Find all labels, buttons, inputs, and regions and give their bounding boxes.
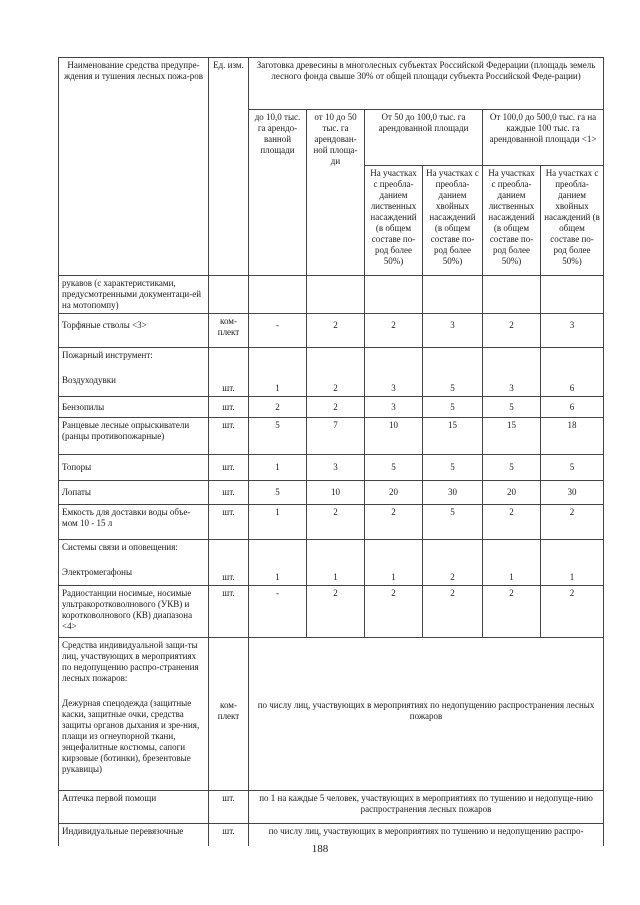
row-shovels-v2: 10: [307, 481, 365, 505]
row-blowers-unit: шт.: [209, 348, 249, 397]
row-hoses-v1: [249, 276, 307, 314]
row-shovels-unit: шт.: [209, 481, 249, 505]
row-axes-unit: шт.: [209, 455, 249, 481]
row-blowers-v1: 1: [249, 348, 307, 397]
row-ppe-name: [59, 638, 209, 791]
row-sprayers-v3: 10: [365, 418, 423, 455]
section-ppe-intro: Средства индивидуальной защи-ты лиц, участвующих в мероприятиях по недопущению распро-странения лесных пожаров:: [62, 640, 199, 683]
section-fire-tools-title: Пожарный инструмент:: [62, 350, 153, 360]
row-shovels-v3: 20: [365, 481, 423, 505]
row-axes-name: Топоры: [59, 455, 209, 481]
row-axes-v2: 3: [307, 455, 365, 481]
row-axes-v6: 5: [541, 455, 604, 481]
row-radios-v5: 2: [483, 586, 541, 638]
row-dressing-note: по числу лиц, участвующих в мероприятиях по тушению и недопущению распро-: [249, 824, 604, 846]
row-radios-v6: 2: [541, 586, 604, 638]
row-blowers-v6: 6: [541, 348, 604, 397]
row-megaphones-v2: 1: [307, 540, 365, 586]
header-unit-column: Ед. изм.: [209, 58, 249, 276]
row-shovels-v6: 30: [541, 481, 604, 505]
row-axes-v5: 5: [483, 455, 541, 481]
row-hoses-v6: [541, 276, 604, 314]
row-radios-v1: -: [249, 586, 307, 638]
row-first-aid-unit: шт.: [209, 791, 249, 824]
row-water-tanks-v4: 5: [423, 505, 483, 540]
row-sprayers-v1: 5: [249, 418, 307, 455]
row-radios-v2: 2: [307, 586, 365, 638]
row-shovels-v1: 5: [249, 481, 307, 505]
row-peat-nozzles-v3: 2: [365, 314, 423, 348]
row-hoses-v5: [483, 276, 541, 314]
row-megaphones-v3: 1: [365, 540, 423, 586]
section-comms-title: Системы связи и оповещения:: [62, 542, 178, 552]
row-chainsaws-v6: 6: [541, 397, 604, 418]
row-sprayers-unit: шт.: [209, 418, 249, 455]
header-name-column: Наименование средства предупре-ждения и тушения лесных пожа-ров: [59, 58, 209, 276]
row-megaphones-v6: 1: [541, 540, 604, 586]
row-sprayers-v2: 7: [307, 418, 365, 455]
row-water-tanks-v5: 2: [483, 505, 541, 540]
header-sub-10-to-50: от 10 до 50 тыс. га арендован-ной площа-ди: [307, 110, 365, 276]
row-megaphones-v1: 1: [249, 540, 307, 586]
row-sprayers-v4: 15: [423, 418, 483, 455]
equipment-norms-table: [58, 57, 604, 846]
row-chainsaws-v3: 3: [365, 397, 423, 418]
row-chainsaws-unit: шт.: [209, 397, 249, 418]
row-blowers-v5: 3: [483, 348, 541, 397]
page-number: 188: [311, 843, 329, 855]
row-peat-nozzles-v2: 2: [307, 314, 365, 348]
row-chainsaws-v2: 2: [307, 397, 365, 418]
row-megaphones-v5: 1: [483, 540, 541, 586]
row-radios-unit: шт.: [209, 586, 249, 638]
header-leaf-coniferous-50-100: На участках с преобла-данием хвойных насаждений (в общем составе по-род более 50%): [423, 166, 483, 276]
row-sprayers-v5: 15: [483, 418, 541, 455]
row-radios-v4: 2: [423, 586, 483, 638]
row-hoses-unit: [209, 276, 249, 314]
row-peat-nozzles-v6: 3: [541, 314, 604, 348]
row-dressing-unit: шт.: [209, 824, 249, 846]
row-hoses-v3: [365, 276, 423, 314]
row-peat-nozzles-v1: -: [249, 314, 307, 348]
row-hoses-v4: [423, 276, 483, 314]
row-blowers-v2: 2: [307, 348, 365, 397]
row-chainsaws-v5: 5: [483, 397, 541, 418]
row-chainsaws-v1: 2: [249, 397, 307, 418]
row-peat-nozzles-unit: ком-плект: [209, 314, 249, 348]
row-blowers-v3: 3: [365, 348, 423, 397]
header-leaf-coniferous-100-500: На участках с преобла-данием хвойных насаждений (в общем составе по-род более 50%): [541, 166, 604, 276]
row-ppe-unit: ком-плект: [209, 638, 249, 791]
header-group-title: Заготовка древесины в многолесных субъектах Российской Федерации (площадь земель лесного фонда свыше 30% от общей площади субъекта Российской Феде-рации): [249, 58, 604, 110]
row-water-tanks-v1: 1: [249, 505, 307, 540]
row-radios-name: Радиостанции носимые, носимые ультракоротковолнового (УКВ) и коротковолнового (КВ) диапазона <4>: [59, 586, 209, 638]
row-blowers-v4: 5: [423, 348, 483, 397]
row-peat-nozzles-v5: 2: [483, 314, 541, 348]
row-dressing-name: Индивидуальные перевязочные: [59, 824, 209, 846]
row-megaphones-label: Электромегафоны: [62, 566, 133, 577]
row-axes-v4: 5: [423, 455, 483, 481]
row-first-aid-name: Аптечка первой помощи: [59, 791, 209, 824]
row-water-tanks-v3: 2: [365, 505, 423, 540]
row-blowers-name: [59, 348, 209, 397]
row-shovels-name: Лопаты: [59, 481, 209, 505]
row-ppe-label: Дежурная спецодежда (защитные каски, защитные очки, средства защиты органов дыхания и зре-ния, плащи из огнеупорной ткани, энцефалитные костюмы, сапоги кирзовые (ботинки), брезентовые рукавицы): [62, 697, 200, 774]
row-water-tanks-v2: 2: [307, 505, 365, 540]
row-first-aid-note: по 1 на каждые 5 человек, участвующих в мероприятиях по тушению и недопуще-нию распространения лесных пожаров: [249, 791, 604, 824]
row-sprayers-v6: 18: [541, 418, 604, 455]
row-shovels-v4: 30: [423, 481, 483, 505]
header-sub-up-to-10: до 10,0 тыс. га арендо-ванной площади: [249, 110, 307, 276]
header-leaf-deciduous-100-500: На участках с преобла-данием лиственных насаждений (в общем составе по-род более 50%): [483, 166, 541, 276]
row-chainsaws-name: Бензопилы: [59, 397, 209, 418]
row-blowers-label: Воздуходувки: [62, 374, 116, 385]
row-axes-v3: 5: [365, 455, 423, 481]
header-leaf-deciduous-50-100: На участках с преобла-данием лиственных насаждений (в общем составе по-род более 50%): [365, 166, 423, 276]
row-shovels-v5: 20: [483, 481, 541, 505]
row-megaphones-name: [59, 540, 209, 586]
row-water-tanks-name: Емкость для доставки воды объе-мом 10 - 15 л: [59, 505, 209, 540]
row-peat-nozzles-v4: 3: [423, 314, 483, 348]
row-hoses-v2: [307, 276, 365, 314]
row-ppe-note: по числу лиц, участвующих в мероприятиях по недопущению распространения лесных пожаров: [249, 638, 604, 791]
row-chainsaws-v4: 5: [423, 397, 483, 418]
row-sprayers-name: Ранцевые лесные опрыскиватели (ранцы противопожарные): [59, 418, 209, 455]
row-axes-v1: 1: [249, 455, 307, 481]
row-hoses-name: рукавов (с характеристиками, предусмотренными документаци-ей на мотопомпу): [59, 276, 209, 314]
row-megaphones-v4: 2: [423, 540, 483, 586]
row-water-tanks-v6: 2: [541, 505, 604, 540]
header-sub-50-to-100: От 50 до 100,0 тыс. га арендованной площади: [365, 110, 483, 166]
row-peat-nozzles-name: Торфяные стволы <3>: [59, 314, 209, 348]
row-radios-v3: 2: [365, 586, 423, 638]
row-megaphones-unit: шт.: [209, 540, 249, 586]
row-water-tanks-unit: шт.: [209, 505, 249, 540]
header-sub-100-to-500: От 100,0 до 500,0 тыс. га на каждые 100 тыс. га арендованной площади <1>: [483, 110, 604, 166]
